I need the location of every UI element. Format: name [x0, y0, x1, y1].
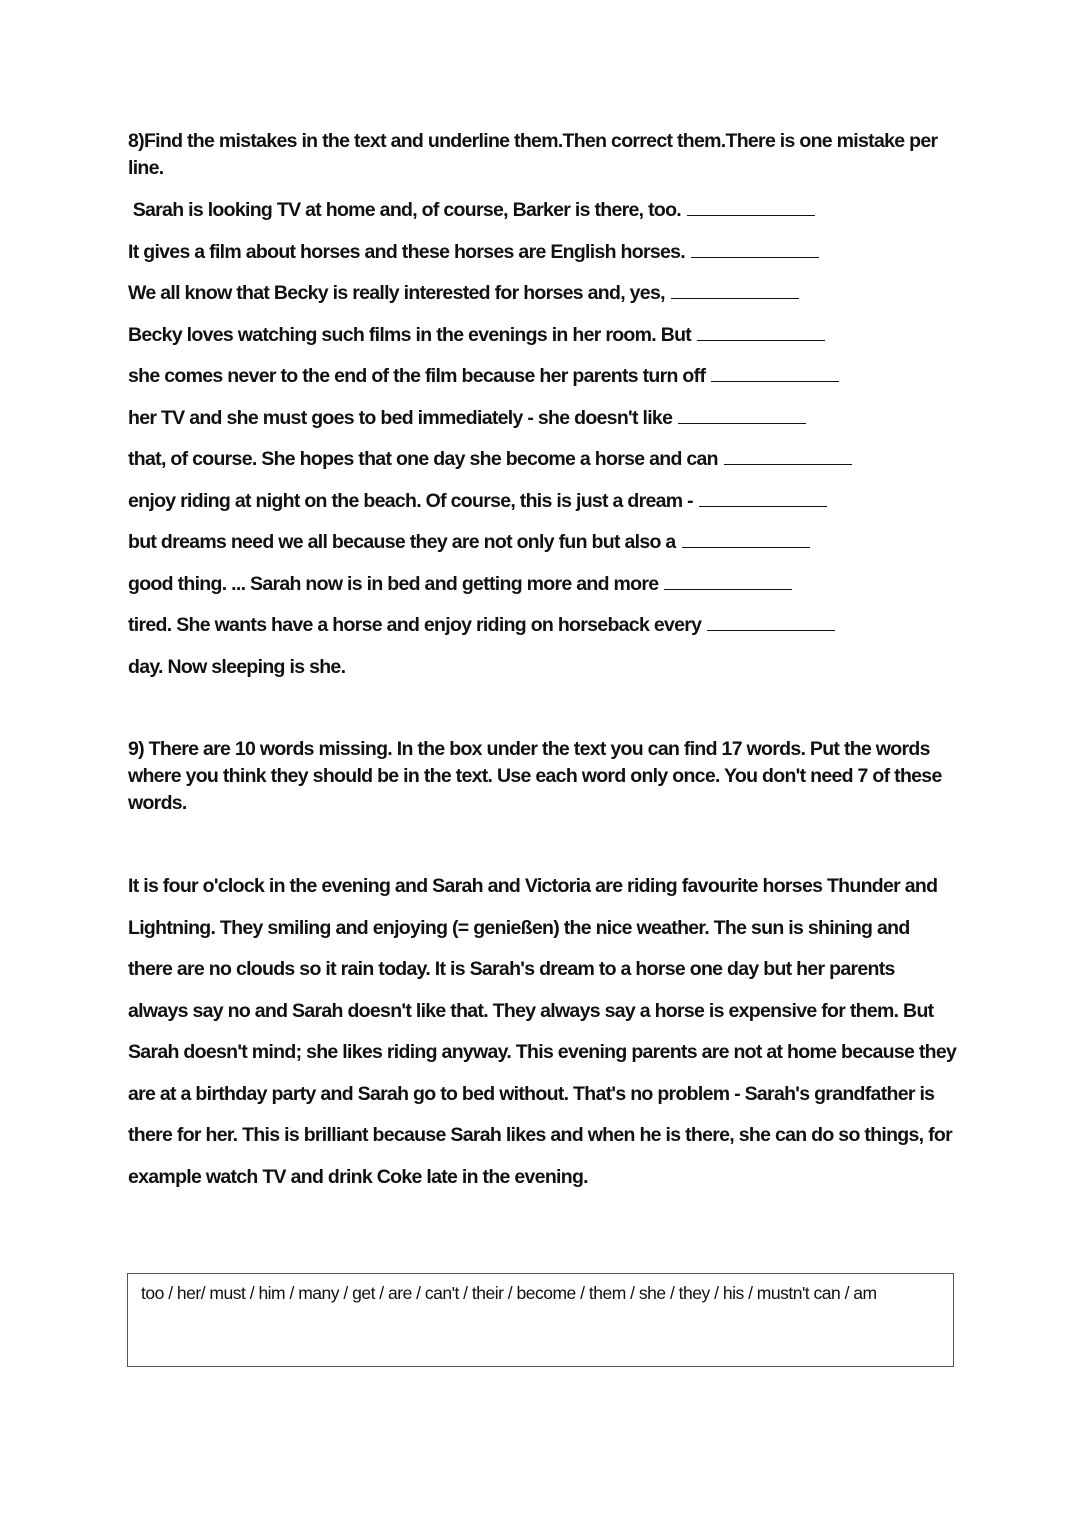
story-line: always say no and Sarah doesn't like that. They always say a horse is expensive for them. But: [128, 999, 934, 1022]
word-box: [127, 1273, 954, 1367]
section-9-instruction: 9) There are 10 words missing. In the box under the text you can find 17 words. Put the words where you think they should be in the text. Use each word only once. You don't need 7 of these words.: [128, 738, 942, 814]
mistake-line: [128, 489, 827, 513]
mistake-line-text: she comes never to the end of the film because her parents turn off: [128, 365, 706, 387]
mistake-line: [128, 613, 835, 637]
answer-blank[interactable]: [697, 324, 825, 341]
mistake-line-text: We all know that Becky is really interested for horses and, yes,: [128, 282, 665, 304]
section-8-instruction: 8)Find the mistakes in the text and underline them.Then correct them.There is one mistake per line.: [128, 130, 938, 179]
mistake-line-text: Becky loves watching such films in the evenings in her room. But: [128, 323, 692, 346]
mistake-line-text: enjoy riding at night on the beach. Of course, this is just a dream -: [128, 489, 693, 512]
story-line: are at a birthday party and Sarah go to bed without. That's no problem - Sarah's grandfather is: [128, 1082, 935, 1105]
mistake-line-text: but dreams need we all because they are not only fun but also a: [128, 531, 676, 553]
mistake-line: [128, 281, 799, 305]
story-line: there for her. This is brilliant because Sarah likes and when he is there, she can do so things, for: [128, 1124, 952, 1146]
answer-blank[interactable]: [707, 614, 835, 631]
story-line: there are no clouds so it rain today. It is Sarah's dream to a horse one day but her parents: [128, 958, 895, 980]
mistake-line-text: tired. She wants have a horse and enjoy riding on horseback every: [128, 614, 702, 636]
mistake-line-text: her TV and she must goes to bed immediately - she doesn't like: [128, 406, 673, 429]
mistake-line: [128, 655, 345, 679]
answer-blank[interactable]: [724, 448, 852, 465]
answer-blank[interactable]: [699, 490, 827, 507]
answer-blank[interactable]: [664, 573, 792, 590]
answer-blank[interactable]: [691, 241, 819, 258]
mistake-line: [128, 198, 815, 222]
story-line: It is four o'clock in the evening and Sarah and Victoria are riding favourite horses Thunder and: [128, 875, 938, 897]
answer-blank[interactable]: [678, 407, 806, 424]
mistake-line-text: that, of course. She hopes that one day she become a horse and can: [128, 448, 718, 470]
mistake-line: [128, 323, 825, 347]
mistake-line: [128, 406, 806, 430]
mistake-line: [128, 572, 792, 596]
mistake-line: [128, 447, 852, 471]
answer-blank[interactable]: [671, 282, 799, 299]
story-line: example watch TV and drink Coke late in the evening.: [128, 1165, 588, 1188]
mistake-line-text: It gives a film about horses and these horses are English horses.: [128, 240, 686, 263]
word-box-text: too / her/ must / him / many / get / are / can't / their / become / them / she / they / his / mustn't can / am: [141, 1283, 877, 1303]
mistake-line-text: good thing. ... Sarah now is in bed and getting more and more: [128, 572, 659, 595]
mistake-line: [128, 364, 839, 388]
story-line: Lightning. They smiling and enjoying (= genießen) the nice weather. The sun is shining and: [128, 916, 910, 939]
mistake-line-text: day. Now sleeping is she.: [128, 655, 346, 678]
answer-blank[interactable]: [682, 531, 810, 548]
mistake-line: [128, 530, 810, 554]
mistake-line-text: Sarah is looking TV at home and, of course, Barker is there, too.: [128, 199, 682, 221]
story-line: Sarah doesn't mind; she likes riding anyway. This evening parents are not at home because they: [128, 1041, 957, 1063]
answer-blank[interactable]: [711, 365, 839, 382]
mistake-line: [128, 240, 819, 264]
answer-blank[interactable]: [687, 199, 815, 216]
